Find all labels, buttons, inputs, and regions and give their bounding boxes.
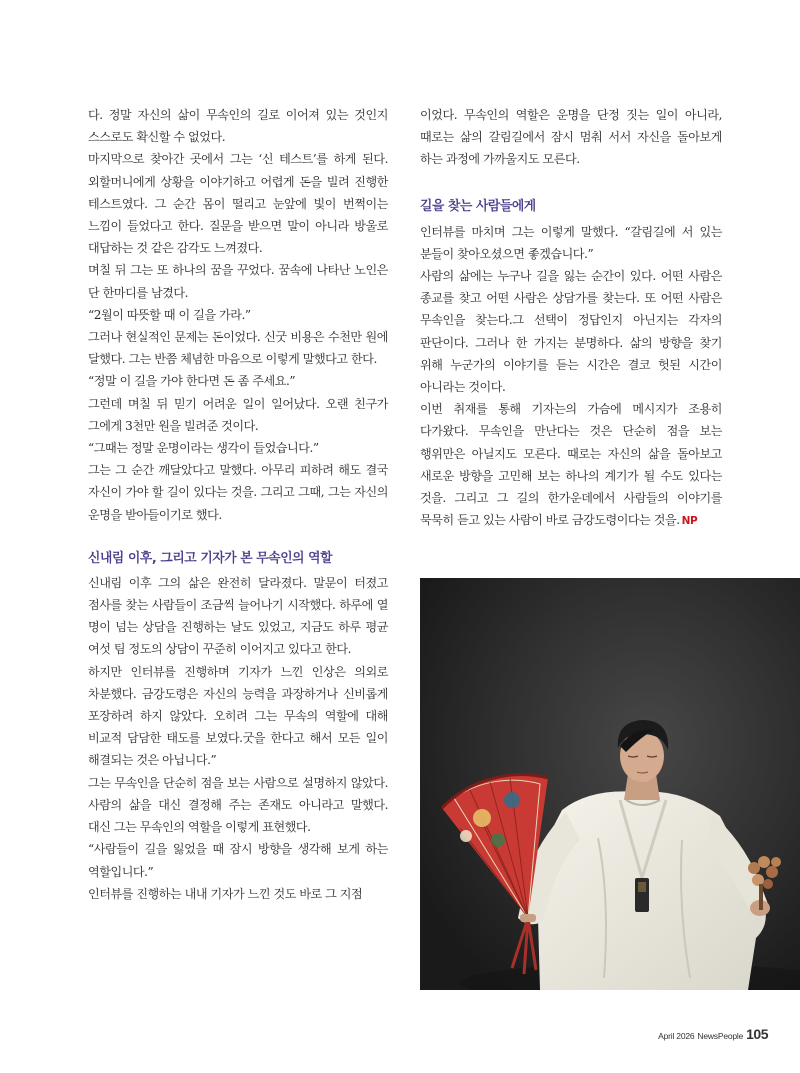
quote-paragraph: “그때는 정말 운명이라는 생각이 들었습니다.” xyxy=(88,441,319,456)
body-paragraph: 그러나 현실적인 문제는 돈이었다. 신굿 비용은 수천만 원에 달했다. 그는 반쯤 체념한 마음으로 이렇게 말했다고 한다. xyxy=(88,330,388,367)
photo-illustration xyxy=(420,578,800,990)
body-paragraph: 그는 무속인을 단순히 점을 보는 사람으로 설명하지 않았다. 사람의 삶을 대신 결정해 주는 존재도 아니라고 말했다. 대신 그는 무속인의 역할을 이렇게 표현했다. xyxy=(88,775,388,835)
body-paragraph: 그런데 며칠 뒤 믿기 어려운 일이 일어났다. 오랜 친구가 그에게 3천만 원을 빌려준 것이다. xyxy=(88,396,388,433)
body-paragraph: 이었다. 무속인의 역할은 운명을 단정 짓는 일이 아니라, 때로는 삶의 갈림길에서 잠시 멈춰 서서 자신을 돌아보게 하는 과정에 가까울지도 모른다. xyxy=(420,108,722,167)
body-paragraph: 인터뷰를 진행하는 내내 기자가 느낀 것도 바로 그 지점 xyxy=(88,886,363,901)
body-paragraph: 그는 그 순간 깨달았다고 말했다. 아무리 피하려 해도 결국 자신이 가야 할 길이 있다는 것을. 그리고 그때, 그는 자신의 운명을 받아들이기로 했다. xyxy=(88,463,388,522)
section-heading: 신내림 이후, 그리고 기자가 본 무속인의 역할 xyxy=(88,550,333,566)
body-paragraph: 신내림 이후 그의 삶은 완전히 달라졌다. 말문이 터졌고 점사를 찾는 사람들이 조금씩 늘어나기 시작했다. 하루에 열 명이 넘는 상담을 진행하는 날도 있었고, 지금도 하루 평균 여섯 팀 정도의 상담이 꾸준히 이어지고 있다고 한다. xyxy=(88,575,388,657)
quote-paragraph: “2월이 따뜻할 때 이 길을 가라.” xyxy=(88,307,251,322)
quote-paragraph: “정말 이 길을 가야 한다면 돈 좀 주세요.” xyxy=(88,374,296,389)
quote-paragraph: “사람들이 길을 잃었을 때 잠시 방향을 생각해 보게 하는 역할입니다.” xyxy=(88,842,388,879)
body-paragraph: 며칠 뒤 그는 또 하나의 꿈을 꾸었다. 꿈속에 나타난 노인은 단 한마디를 남겼다. xyxy=(88,263,388,300)
np-end-mark: NP xyxy=(681,515,698,528)
left-column xyxy=(88,104,388,905)
section-heading: 길을 찾는 사람들에게 xyxy=(420,198,536,214)
closing-text: 이번 취재를 통해 기자는의 가슴에 메시지가 조용히 다가왔다. 무속인을 만난다는 것은 단순히 점을 보는 행위만은 아닐지도 모른다. 때로는 자신의 삶을 돌아보고 새로운 방향을 고민해 보는 하나의 계기가 될 수도 있다는 것을. 그리고 그 길의 한가운데에서 사람들의 이야기를 묵묵히 듣고 있는 사람이 바로 금강도령이다는 것을. xyxy=(420,402,722,528)
body-paragraph: 다. 정말 자신의 삶이 무속인의 길로 이어져 있는 것인지 스스로도 확신할 수 없었다. xyxy=(88,108,388,145)
closing-paragraph xyxy=(420,398,722,532)
page-number: 105 xyxy=(746,1026,768,1042)
body-paragraph: 마지막으로 찾아간 곳에서 그는 ‘신 테스트’를 하게 된다. 외할머니에게 상황을 이야기하고 어렵게 돈을 빌려 진행한 테스트였다. 그 순간 몸이 떨리고 눈앞에 빛이 번쩍이는 느낌이 들었다고 한다. 질문을 받으면 말이 아니라 방울로 대답하는 것 같은 감각도 느껴졌다. xyxy=(88,152,388,256)
body-paragraph: 인터뷰를 마치며 그는 이렇게 말했다. “갈림길에 서 있는 분들이 찾아오셨으면 좋겠습니다.” xyxy=(420,224,722,261)
right-column xyxy=(420,104,722,532)
article-photo xyxy=(420,578,800,990)
issue-date: April 2026 xyxy=(658,1031,695,1041)
page-footer xyxy=(658,1026,768,1042)
magazine-name: NewsPeople xyxy=(697,1031,744,1041)
body-paragraph: 사람의 삶에는 누구나 길을 잃는 순간이 있다. 어떤 사람은 종교를 찾고 어떤 사람은 상담가를 찾는다. 또 어떤 사람은 무속인을 찾는다.그 선택이 정답인지 아닌지는 각자의 판단이다. 그러나 한 가지는 분명하다. 삶의 방향을 찾기 위해 누군가의 이야기를 듣는 시간은 결코 헛된 시간이 아니라는 것이다. xyxy=(420,269,722,395)
body-paragraph: 하지만 인터뷰를 진행하며 기자가 느낀 인상은 의외로 차분했다. 금강도령은 자신의 능력을 과장하거나 신비롭게 포장하려 하지 않았다. 오히려 그는 무속의 역할에 대해 비교적 담담한 태도를 보였다.굿을 한다고 해서 모든 일이 해결되는 것은 아닙니다.” xyxy=(88,664,388,768)
